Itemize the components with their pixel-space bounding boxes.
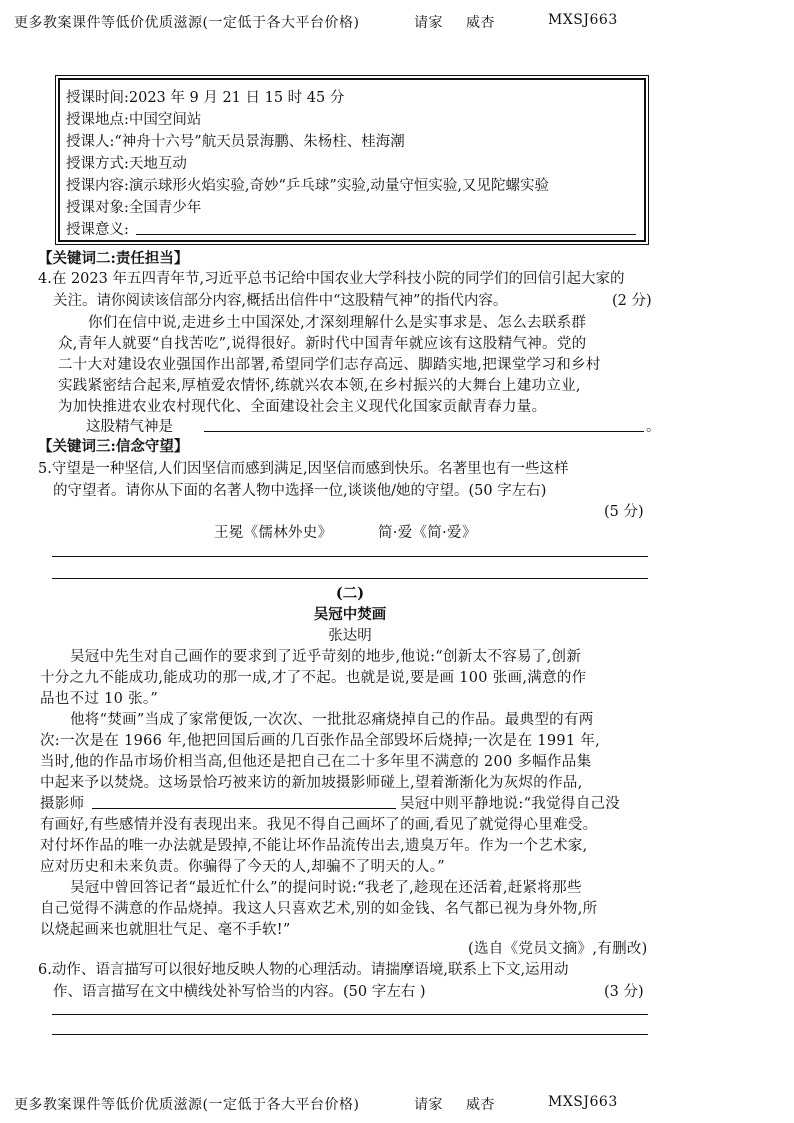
q4-letter-line-5: 为加快推进农业农村现代化、全面建设社会主义现代化国家贡献青春力量。 [58,399,547,415]
article-title: 吴冠中焚画 [313,606,387,623]
header-contact-2: 威杏 [466,15,495,31]
q6-answer-line-1[interactable] [52,1014,648,1015]
q5-answer-line-2[interactable] [52,578,648,579]
header-code: MXSJ663 [548,12,618,28]
lesson-audience: 授课对象:全国青少年 [66,200,202,216]
keyword-3-heading: 【关键词三:信念守望】 [38,438,189,455]
article-para-1: 吴冠中先生对自己画作的要求到了近乎苛刻的地步,他说:“创新太不容易了,创新 [70,649,582,665]
article-para-3: 品也不过 10 张。” [40,691,159,707]
q5-option-1: 王冕《儒林外史》 [214,525,333,541]
footer-promo-text: 更多教案课件等低价优质滋源(一定低于各大平台价格) [14,1097,360,1113]
article-para-6: 当时,他的作品市场价相当高,但他还是把自己在二十多年里不满意的 200 多幅作品集 [40,754,592,770]
q4-score: (2 分) [612,293,652,309]
article-para-11: 应对历史和未来负责。你骗得了今天的人,却骗不了明天的人。” [40,859,445,875]
section-number: (二) [335,585,365,602]
q4-line-1: 4.在 2023 年五四青年节,习近平总书记给中国农业大学科技小院的同学们的回信引起大家的 [38,271,625,287]
q5-line-1: 5.守望是一种坚信,人们因坚信而感到满足,因坚信而感到快乐。名著里也有一些这样 [38,461,569,477]
q4-answer-suffix: 。 [646,419,661,435]
article-para-13: 自己觉得不满意的作品烧掉。我这人只喜欢艺术,别的如金钱、名气都已视为身外物,所 [40,901,598,917]
q4-answer-blank[interactable] [204,431,644,432]
article-para-5: 次:一次是在 1966 年,他把回国后画的几百张作品全部毁坏后烧掉;一次是在 1991 年, [40,733,601,749]
article-para-7: 中起来予以焚烧。这场景恰巧被来访的新加坡摄影师碰上,望着渐渐化为灰烬的作品, [40,775,583,791]
lesson-content: 授课内容:演示球形火焰实验,奇妙“乒乓球”实验,动量守恒实验,又见陀螺实验 [66,178,550,194]
lesson-teachers: 授课人:“神舟十六号”航天员景海鹏、朱杨柱、桂海潮 [66,134,405,150]
q4-letter-line-3: 二十大对建设农业强国作出部署,希望同学们志存高远、脚踏实地,把课堂学习和乡村 [58,357,601,373]
article-para-2: 十分之九不能成功,能成功的那一成,才了不起。也就是说,要是画 100 张画,满意的作 [40,670,587,686]
q4-answer-prefix: 这股精气神是 [86,419,173,435]
q4-line-2: 关注。请你阅读该信部分内容,概括出信件中“这股精气神”的指代内容。 [53,293,508,309]
article-para-4: 他将“焚画”当成了家常便饭,一次次、一批批忍痛烧掉自己的作品。最典型的有两 [70,712,594,728]
header-promo-text: 更多教案课件等低价优质滋源(一定低于各大平台价格) [14,15,360,31]
article-para-12: 吴冠中曾回答记者“最近忙什么”的提问时说:“我老了,趁现在还活着,赶紧将那些 [70,880,582,896]
footer-contact-2: 威杏 [466,1097,495,1113]
article-para-14: 以烧起画来也就胆壮气足、毫不手软!” [40,922,291,938]
q5-line-2: 的守望者。请你从下面的名著人物中选择一位,谈谈他/她的守望。(50 字左右) [53,483,547,499]
q6-line-1: 6.动作、语言描写可以很好地反映人物的心理活动。请揣摩语境,联系上下文,运用动 [38,962,569,978]
q4-letter-line-2: 众,青年人就要“自找苦吃”,说得很好。新时代中国青年就应该有这股精气神。党的 [58,336,587,352]
q5-score: (5 分) [604,504,644,520]
q4-letter-line-4: 实践紧密结合起来,厚植爱农情怀,练就兴农本领,在乡村振兴的大舞台上建功立业, [58,378,581,394]
lesson-place: 授课地点:中国空间站 [66,112,202,128]
photographer-blank[interactable] [92,808,396,809]
q5-answer-line-1[interactable] [52,556,648,557]
lesson-time: 授课时间:2023 年 9 月 21 日 15 时 45 分 [66,90,345,106]
lesson-mode: 授课方式:天地互动 [66,156,187,172]
header-contact-1: 请家 [414,15,443,31]
q6-line-2: 作、语言描写在文中横线处补写恰当的内容。(50 字左右 ) [53,984,426,1000]
lesson-meaning-blank[interactable] [136,234,636,235]
keyword-2-heading: 【关键词二:责任担当】 [38,250,189,267]
photographer-label: 摄影师 [40,796,85,812]
article-source: (选自《党员文摘》,有删改) [468,941,648,957]
article-para-8: 吴冠中则平静地说:“我觉得自己没 [400,796,621,812]
article-para-9: 有画好,有些感情并没有表现出来。我见不得自己画坏了的画,看见了就觉得心里难受。 [40,817,598,833]
q4-letter-line-1: 你们在信中说,走进乡土中国深处,才深刻理解什么是实事求是、怎么去联系群 [88,315,587,331]
lesson-meaning: 授课意义: [66,222,129,238]
footer-code: MXSJ663 [548,1094,618,1110]
article-author: 张达明 [328,628,372,644]
q5-option-2: 简·爱《简·爱》 [378,525,477,541]
q6-answer-line-2[interactable] [52,1034,648,1035]
article-para-10: 对付坏作品的唯一办法就是毁掉,不能让坏作品流传出去,遗臭万年。作为一个艺术家, [40,838,588,854]
q6-score: (3 分) [604,984,644,1000]
lesson-info-box [58,78,646,242]
footer-contact-1: 请家 [414,1097,443,1113]
